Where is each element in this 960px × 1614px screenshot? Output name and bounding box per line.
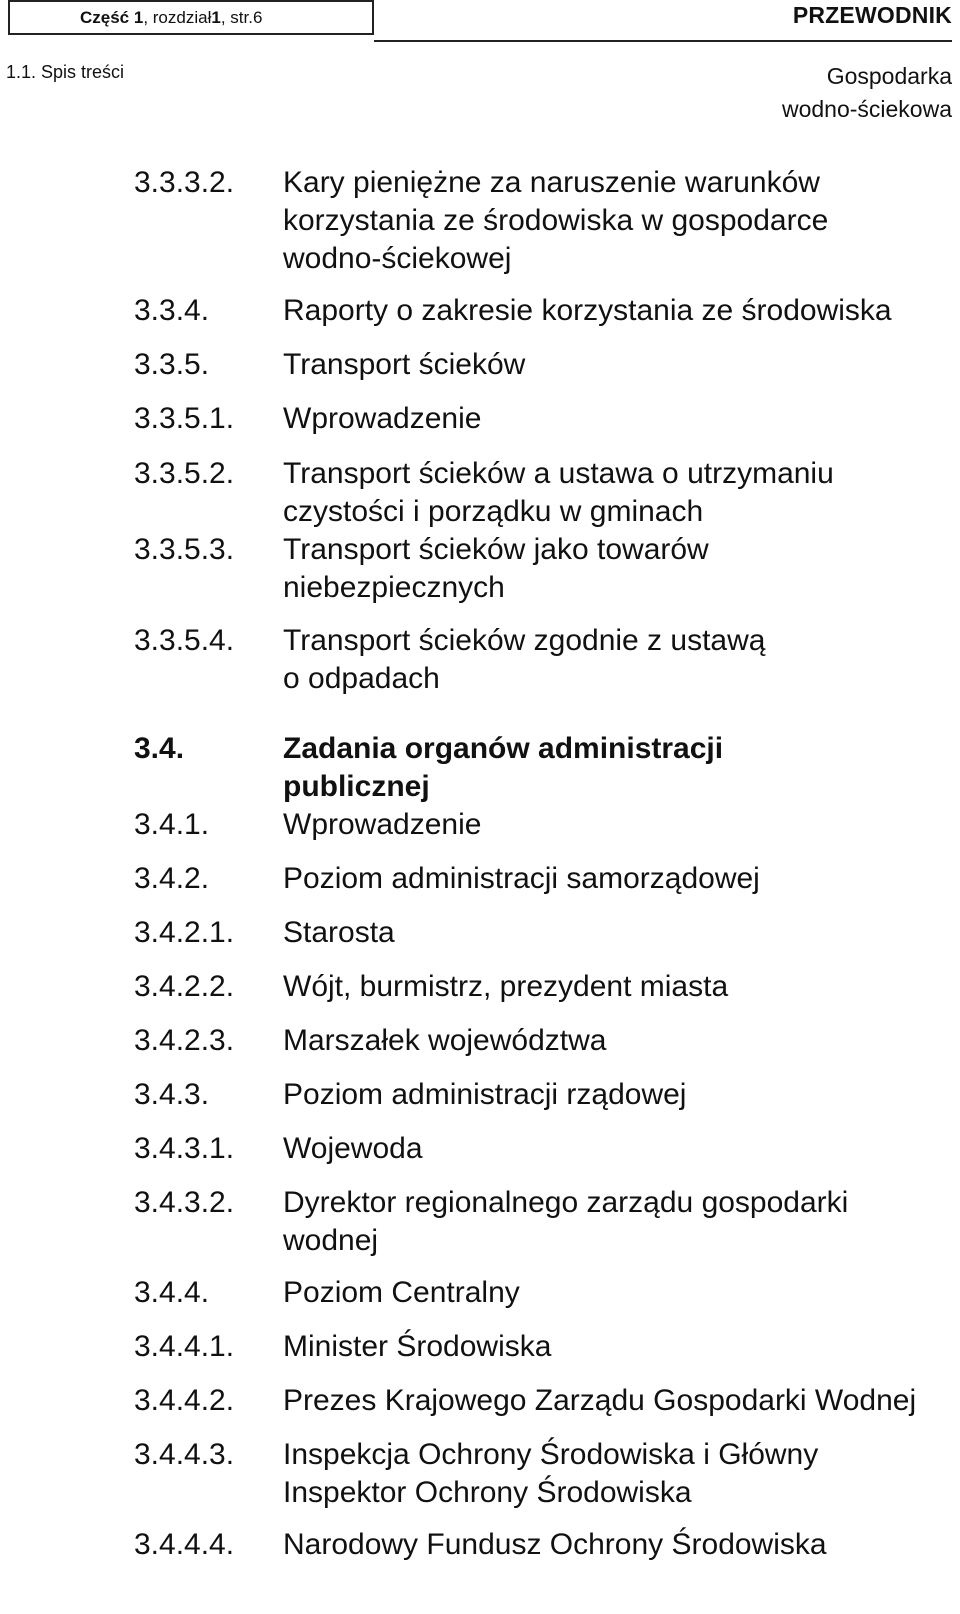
toc-entry-title-line: wodno-ściekowej xyxy=(283,242,512,275)
toc-entry-title-line: Prezes Krajowego Zarządu Gospodarki Wodnej xyxy=(283,1384,917,1417)
toc-entry-title-line: Starosta xyxy=(283,916,395,949)
toc-entry-title xyxy=(283,1328,953,1366)
toc-entry-title xyxy=(283,1274,953,1312)
toc-entry-title-line: Transport ścieków jako towarów xyxy=(283,533,709,566)
toc-entry-number: 3.4.2. xyxy=(134,862,210,895)
chapter-page-label xyxy=(8,0,374,35)
toc-entry-title xyxy=(283,531,953,607)
toc-entry-number: 3.4.3. xyxy=(134,1078,210,1111)
toc-entry-number: 3.3.4. xyxy=(134,294,210,327)
toc-entry-title-line: Poziom Centralny xyxy=(283,1276,520,1309)
toc-entry-number: 3.3.5.3. xyxy=(134,533,235,566)
toc-entry-title-line: Raporty o zakresie korzystania ze środowiska xyxy=(283,294,892,327)
toc-entry-title-line: publicznej xyxy=(283,770,430,803)
toc-entry-title xyxy=(283,968,953,1006)
page-separator: , str. xyxy=(220,7,253,27)
toc-entry-title xyxy=(283,860,953,898)
toc-entry-title-line: Transport ścieków a ustawa o utrzymaniu xyxy=(283,457,834,490)
toc-entry-number: 3.4.2.1. xyxy=(134,916,235,949)
toc-entry-title xyxy=(283,1076,953,1114)
toc-entry-number: 3.3.5.1. xyxy=(134,402,235,435)
toc-entry-title xyxy=(283,455,953,531)
toc-entry-title xyxy=(283,1130,953,1168)
toc-entry-title-line: Transport ścieków xyxy=(283,348,526,381)
toc-entry-title xyxy=(283,1436,953,1512)
toc-entry-number: 3.3.5.2. xyxy=(134,457,235,490)
page-number: 6 xyxy=(252,7,263,27)
toc-entry-title-line: korzystania ze środowiska w gospodarce xyxy=(283,204,829,237)
toc-entry-title-line: Minister Środowiska xyxy=(283,1330,552,1363)
subject-title xyxy=(782,60,952,126)
toc-entry-number: 3.3.5. xyxy=(134,348,210,381)
toc-entry-title xyxy=(283,1022,953,1060)
toc-entry-title-line: Wprowadzenie xyxy=(283,402,482,435)
toc-entry-title xyxy=(283,730,953,806)
toc-entry-number: 3.3.5.4. xyxy=(134,624,235,657)
toc-entry-title xyxy=(283,806,953,844)
toc-entry-title-line: o odpadach xyxy=(283,662,440,695)
toc-entry-title-line: Poziom administracji samorządowej xyxy=(283,862,760,895)
toc-entry-title-line: wodnej xyxy=(283,1224,379,1257)
toc-entry-title-line: Zadania organów administracji xyxy=(283,732,724,765)
toc-entry-number: 3.4.1. xyxy=(134,808,210,841)
toc-entry-title-line: Poziom administracji rządowej xyxy=(283,1078,687,1111)
toc-entry-title xyxy=(283,914,953,952)
toc-entry-title xyxy=(283,292,953,330)
toc-entry-number: 3.4.3.1. xyxy=(134,1132,235,1165)
toc-entry-title-line: Inspektor Ochrony Środowiska xyxy=(283,1476,692,1509)
part-label: Część 1 xyxy=(80,7,144,27)
toc-entry-title-line: czystości i porządku w gminach xyxy=(283,495,704,528)
toc-entry-number: 3.4.4. xyxy=(134,1276,210,1309)
toc-entry-title-line: Wójt, burmistrz, prezydent miasta xyxy=(283,970,729,1003)
toc-entry-number: 3.4.3.2. xyxy=(134,1186,235,1219)
toc-entry-title xyxy=(283,1526,953,1564)
toc-entry-title-line: Kary pieniężne za naruszenie warunków xyxy=(283,166,820,199)
toc-entry-number: 3.3.3.2. xyxy=(134,166,235,199)
toc-entry-title-line: Dyrektor regionalnego zarządu gospodarki xyxy=(283,1186,849,1219)
subject-line-2: wodno-ściekowa xyxy=(781,96,952,122)
toc-entry-title-line: Wprowadzenie xyxy=(283,808,482,841)
subject-line-1: Gospodarka xyxy=(826,63,952,89)
toc-entry-title xyxy=(283,164,953,278)
section-label: 1.1. Spis treści xyxy=(6,62,125,82)
toc-entry-title xyxy=(283,400,953,438)
toc-entry-title-line: Transport ścieków zgodnie z ustawą xyxy=(283,624,766,657)
toc-entry-title-line: niebezpiecznych xyxy=(283,571,505,604)
toc-entry-number: 3.4.4.2. xyxy=(134,1384,235,1417)
toc-entry-title xyxy=(283,1184,953,1260)
toc-entry-title xyxy=(283,346,953,384)
toc-entry-title-line: Narodowy Fundusz Ochrony Środowiska xyxy=(283,1528,827,1561)
toc-entry-number: 3.4.4.4. xyxy=(134,1528,235,1561)
toc-entry-number: 3.4.2.2. xyxy=(134,970,235,1003)
toc-entry-title xyxy=(283,622,953,698)
toc-entry-title-line: Inspekcja Ochrony Środowiska i Główny xyxy=(283,1438,819,1471)
toc-entry-title-line: Wojewoda xyxy=(283,1132,423,1165)
toc-entry-number: 3.4.2.3. xyxy=(134,1024,235,1057)
toc-entry-number: 3.4.4.3. xyxy=(134,1438,235,1471)
toc-entry-title-line: Marszałek województwa xyxy=(283,1024,607,1057)
header-divider xyxy=(374,40,952,42)
toc-entry-number: 3.4. xyxy=(134,732,185,765)
guide-title: PRZEWODNIK xyxy=(792,2,952,28)
chapter-number: 1 xyxy=(211,7,221,27)
toc-entry-title xyxy=(283,1382,953,1420)
chapter-separator: , rozdział xyxy=(143,7,212,27)
toc-entry-number: 3.4.4.1. xyxy=(134,1330,235,1363)
